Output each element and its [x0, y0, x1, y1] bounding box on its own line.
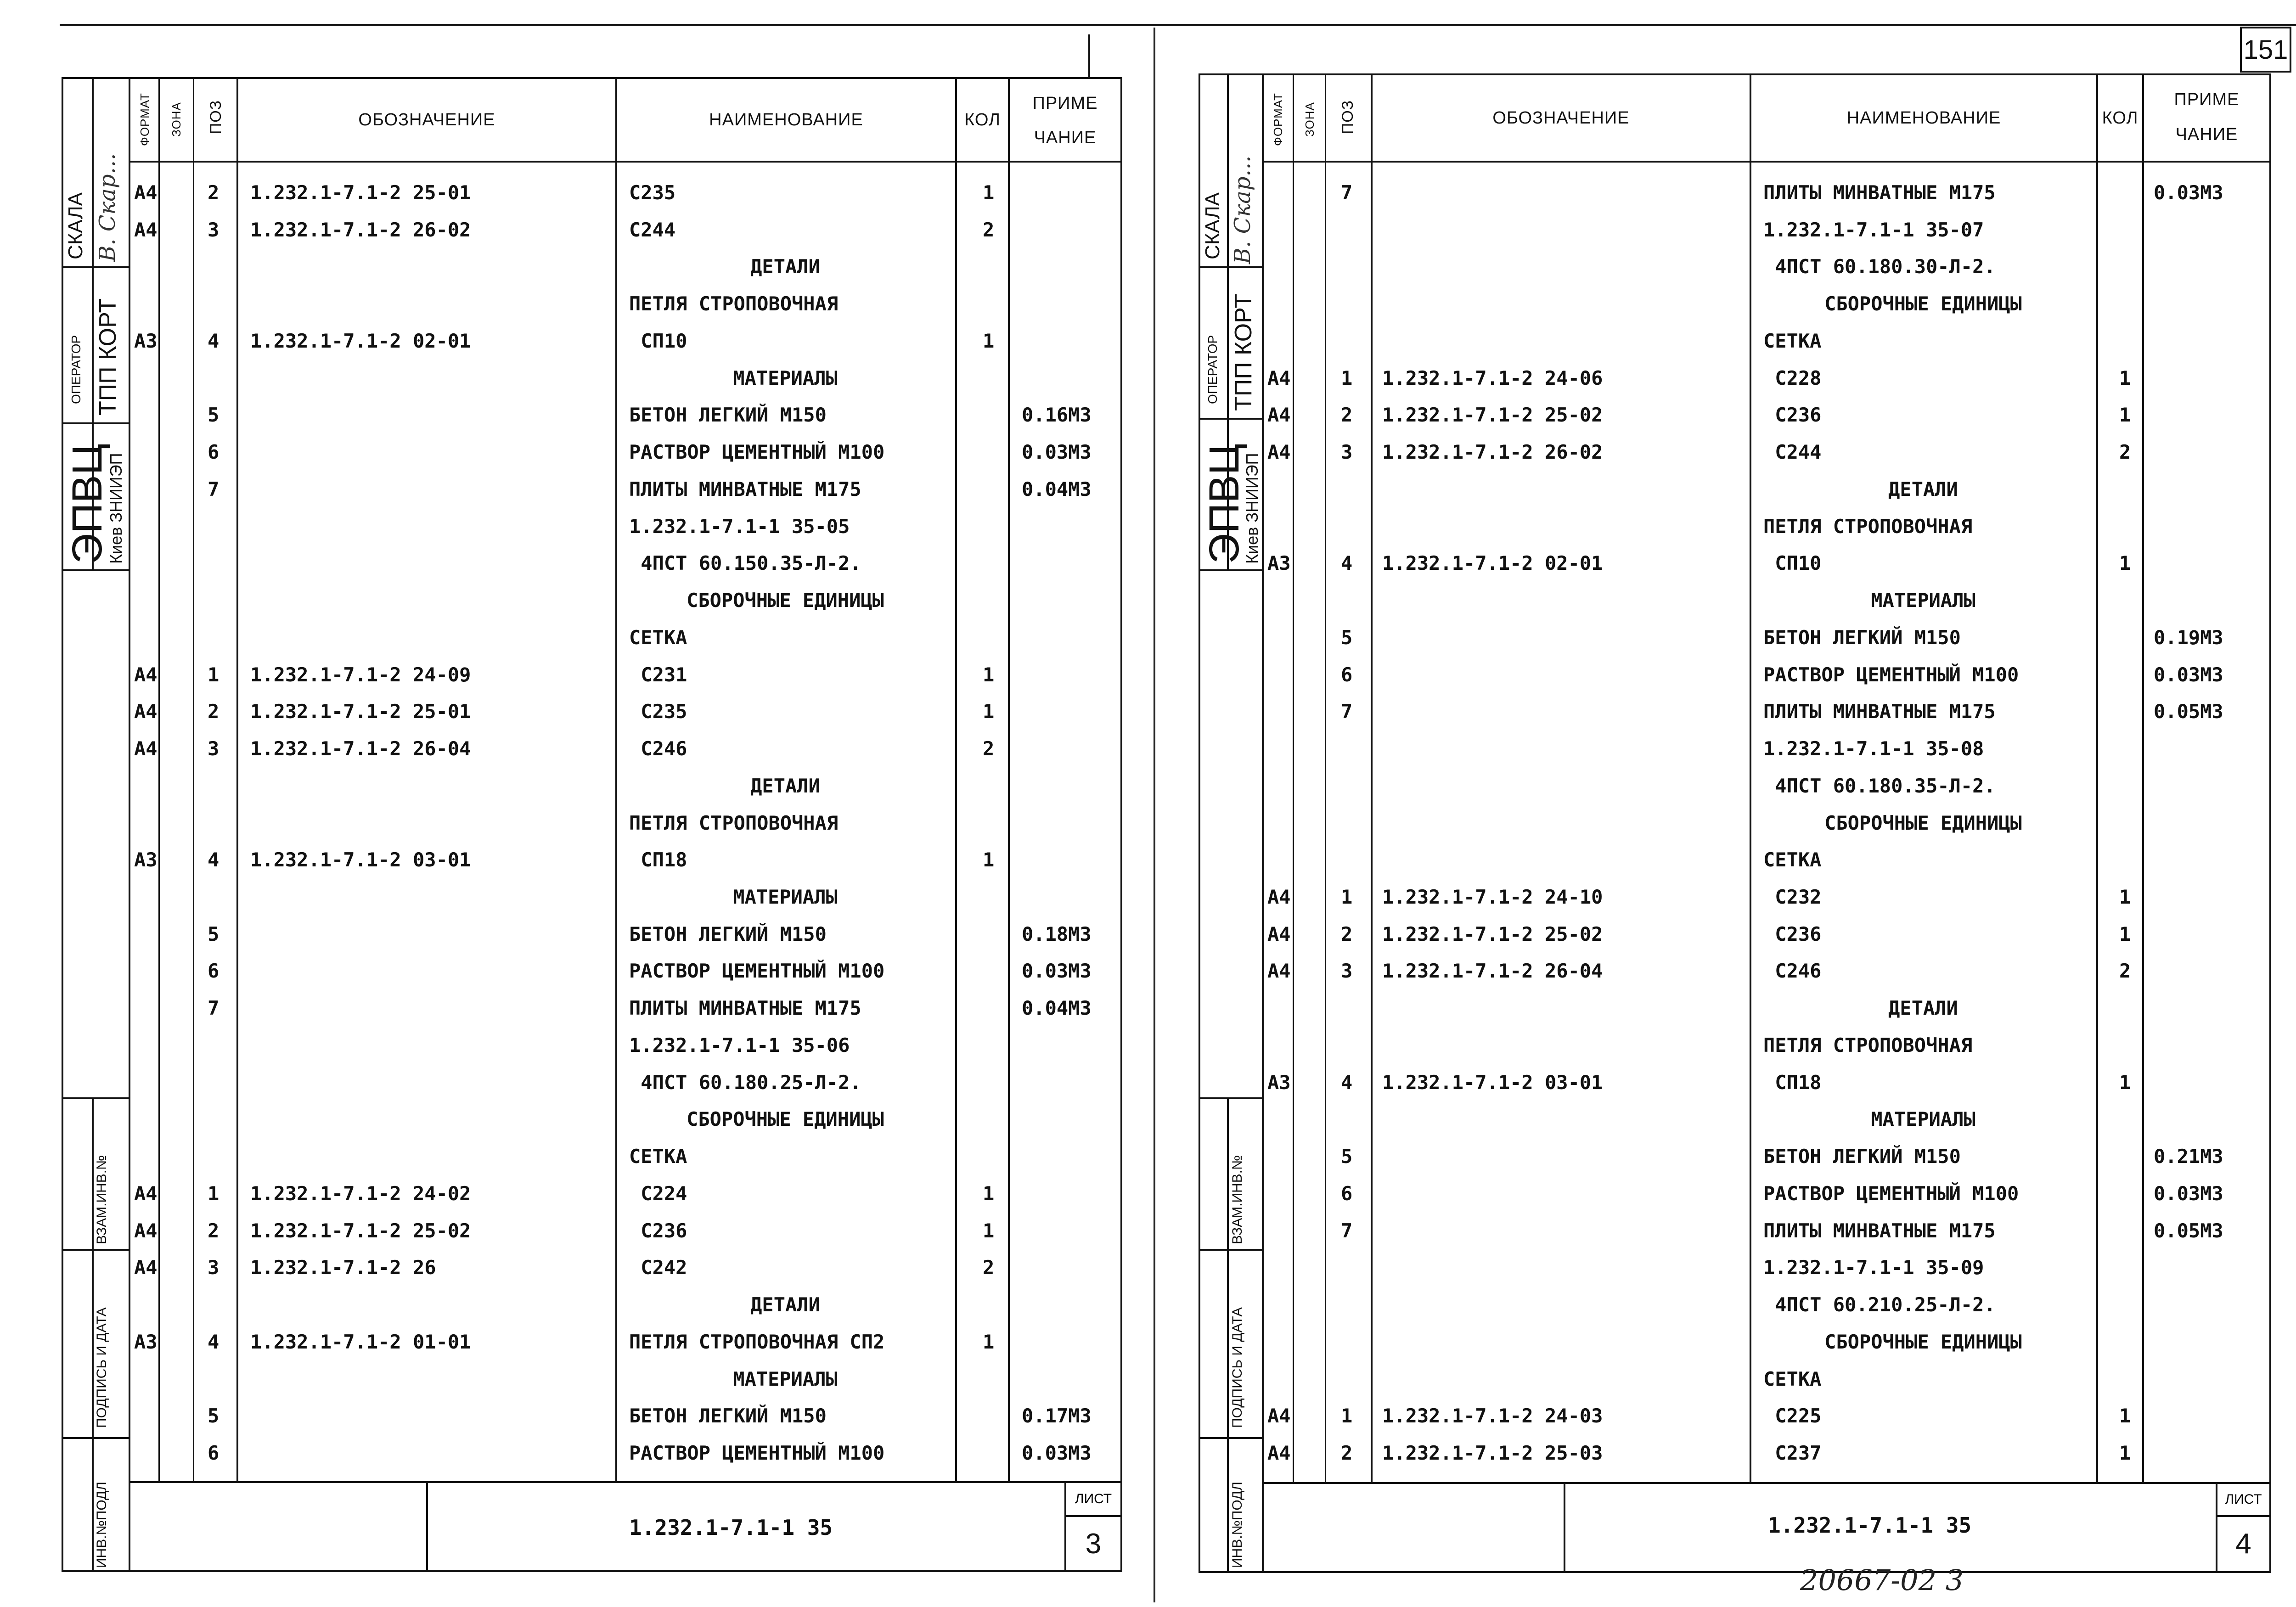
row-7-note: 0.03М3: [1022, 441, 1092, 463]
row-1-name: 1.232.1-7.1-1 35-07: [1763, 219, 1984, 241]
row-8-pos: 7: [208, 478, 219, 500]
row-34-name: С237: [1763, 1442, 1822, 1464]
row-0-name: ПЛИТЫ МИНВАТНЫЕ М175: [1763, 181, 1996, 204]
row-24-des: 1.232.1-7.1-2 03-01: [1382, 1071, 1603, 1094]
row-33-name: БЕТОН ЛЕГКИЙ М150: [629, 1405, 827, 1427]
row-12-pos: 5: [1341, 626, 1353, 649]
row-12-note: 0.19М3: [2154, 626, 2223, 649]
bottom-handwritten-number: 20667-02 3: [1800, 1563, 1964, 1597]
row-26-name: СЕТКА: [629, 1145, 687, 1168]
stamp-sheet-number: 3: [1085, 1528, 1102, 1560]
row-33-note: 0.17М3: [1022, 1405, 1092, 1427]
row-0-pos: 2: [208, 181, 219, 204]
col-header-qty: КОЛ: [964, 110, 1001, 129]
row-34-pos: 2: [1341, 1442, 1353, 1464]
row-33-qty: 1: [2119, 1405, 2131, 1427]
row-10-fmt: А3: [1267, 552, 1291, 574]
row-21-pos: 6: [208, 960, 219, 982]
stamp-list-label-r: ЛИСТ: [2225, 1492, 2262, 1507]
row-34-qty: 1: [2119, 1442, 2131, 1464]
row-0-fmt: А4: [134, 181, 158, 204]
side-operator-name-r: ТПП КОРТ: [1230, 293, 1257, 411]
col-header-format: ФОРМАТ: [137, 93, 152, 146]
row-29-des: 1.232.1-7.1-2 26: [250, 1256, 436, 1279]
row-20-pos: 2: [1341, 923, 1353, 945]
stamp-list-label: ЛИСТ: [1075, 1491, 1112, 1506]
side-vzam-label-r: ВЗАМ.ИНВ.№: [1230, 1155, 1245, 1244]
row-16-name: 4ПСТ 60.180.35-Л-2.: [1763, 775, 1996, 797]
row-7-name: С244: [1763, 441, 1822, 463]
row-10-qty: 1: [2119, 552, 2131, 574]
side-org-name: ЭПВЦ: [64, 444, 111, 564]
row-31-des: 1.232.1-7.1-2 01-01: [250, 1331, 471, 1353]
row-11-name: МАТЕРИАЛЫ: [1871, 589, 1975, 612]
row-7-pos: 3: [1341, 441, 1353, 463]
col-header-format-r: ФОРМАТ: [1271, 93, 1285, 146]
row-29-pos: 3: [208, 1256, 219, 1279]
row-21-qty: 2: [2119, 960, 2131, 982]
row-27-name: С224: [629, 1182, 687, 1205]
row-7-name: РАСТВОР ЦЕМЕНТНЫЙ М100: [629, 441, 885, 463]
row-32-name: СЕТКА: [1763, 1368, 1822, 1390]
row-14-pos: 7: [1341, 700, 1353, 723]
row-20-pos: 5: [208, 923, 219, 945]
row-7-des: 1.232.1-7.1-2 26-02: [1382, 441, 1603, 463]
row-0-note: 0.03М3: [2154, 181, 2223, 204]
row-20-name: С236: [1763, 923, 1822, 945]
row-4-pos: 4: [208, 330, 219, 352]
row-34-note: 0.03М3: [1022, 1442, 1092, 1464]
col-header-zone-r: ЗОНА: [1302, 102, 1317, 137]
row-26-name: БЕТОН ЛЕГКИЙ М150: [1763, 1145, 1961, 1168]
row-18-pos: 4: [208, 848, 219, 871]
row-14-name: С235: [629, 700, 687, 723]
col-header-qty-r: КОЛ: [2102, 108, 2138, 128]
row-24-name: 4ПСТ 60.180.25-Л-2.: [629, 1071, 861, 1094]
row-6-des: 1.232.1-7.1-2 25-02: [1382, 404, 1603, 426]
row-13-qty: 1: [983, 663, 995, 686]
row-29-fmt: А4: [134, 1256, 158, 1279]
col-header-designation: ОБОЗНАЧЕНИЕ: [358, 110, 495, 129]
row-34-fmt: А4: [1267, 1442, 1291, 1464]
side-invpodl-label: ИНВ.№ПОДЛ: [94, 1482, 109, 1568]
row-34-name: РАСТВОР ЦЕМЕНТНЫЙ М100: [629, 1442, 885, 1464]
row-13-name: РАСТВОР ЦЕМЕНТНЫЙ М100: [1763, 663, 2019, 686]
row-7-pos: 6: [208, 441, 219, 463]
row-19-name: МАТЕРИАЛЫ: [733, 886, 838, 908]
row-20-qty: 1: [2119, 923, 2131, 945]
row-14-note: 0.05М3: [2154, 700, 2223, 723]
side-podpis-label-r: ПОДПИСЬ И ДАТА: [1230, 1307, 1245, 1428]
row-6-name: БЕТОН ЛЕГКИЙ М150: [629, 404, 827, 426]
row-13-name: С231: [629, 663, 687, 686]
row-15-fmt: А4: [134, 737, 158, 760]
row-10-pos: 4: [1341, 552, 1353, 574]
row-26-pos: 5: [1341, 1145, 1353, 1168]
row-34-pos: 6: [208, 1442, 219, 1464]
row-10-name: 4ПСТ 60.150.35-Л-2.: [629, 552, 861, 574]
row-7-qty: 2: [2119, 441, 2131, 463]
row-28-note: 0.05М3: [2154, 1219, 2223, 1242]
row-1-qty: 2: [983, 219, 995, 241]
row-25-name: СБОРОЧНЫЕ ЕДИНИЦЫ: [687, 1108, 884, 1130]
row-17-name: ПЕТЛЯ СТРОПОВОЧНАЯ: [629, 812, 838, 834]
row-3-name: ПЕТЛЯ СТРОПОВОЧНАЯ: [629, 292, 838, 315]
row-33-name: С225: [1763, 1405, 1822, 1427]
stamp-sheet-number-r: 4: [2235, 1528, 2251, 1560]
row-10-des: 1.232.1-7.1-2 02-01: [1382, 552, 1603, 574]
row-1-fmt: А4: [134, 219, 158, 241]
col-header-note-1: ПРИМЕ: [1032, 93, 1098, 113]
row-28-pos: 7: [1341, 1219, 1353, 1242]
row-6-fmt: А4: [1267, 404, 1291, 426]
side-podpis-label: ПОДПИСЬ И ДАТА: [94, 1307, 109, 1428]
row-5-name: С228: [1763, 367, 1822, 389]
row-29-name: С242: [629, 1256, 687, 1279]
row-27-qty: 1: [983, 1182, 995, 1205]
row-9-name: ПЕТЛЯ СТРОПОВОЧНАЯ: [1763, 515, 1973, 538]
col-header-note-1-r: ПРИМЕ: [2174, 90, 2240, 109]
row-14-fmt: А4: [134, 700, 158, 723]
row-18-name: СП18: [629, 848, 687, 871]
row-33-fmt: А4: [1267, 1405, 1291, 1427]
row-27-note: 0.03М3: [2154, 1182, 2223, 1205]
row-19-qty: 1: [2119, 886, 2131, 908]
row-4-name: СЕТКА: [1763, 330, 1822, 352]
row-4-name: СП10: [629, 330, 687, 352]
row-14-des: 1.232.1-7.1-2 25-01: [250, 700, 471, 723]
row-20-note: 0.18М3: [1022, 923, 1092, 945]
row-13-fmt: А4: [134, 663, 158, 686]
row-23-name: ПЕТЛЯ СТРОПОВОЧНАЯ: [1763, 1034, 1973, 1056]
row-31-pos: 4: [208, 1331, 219, 1353]
row-1-name: С244: [629, 219, 676, 241]
row-31-fmt: А3: [134, 1331, 158, 1353]
side-org-sub: Киев ЗНИИЭП: [107, 453, 125, 564]
side-operator-name: ТПП КОРТ: [95, 298, 121, 416]
col-header-pos: ПОЗ: [207, 100, 225, 135]
row-21-name: С246: [1763, 960, 1822, 982]
row-3-name: СБОРОЧНЫЕ ЕДИНИЦЫ: [1824, 292, 2022, 315]
row-28-name: ПЛИТЫ МИНВАТНЫЕ М175: [1763, 1219, 1996, 1242]
row-18-des: 1.232.1-7.1-2 03-01: [250, 848, 471, 871]
row-20-name: БЕТОН ЛЕГКИЙ М150: [629, 923, 827, 945]
row-28-des: 1.232.1-7.1-2 25-02: [250, 1219, 471, 1242]
row-4-fmt: А3: [134, 330, 158, 352]
row-13-des: 1.232.1-7.1-2 24-09: [250, 663, 471, 686]
row-14-qty: 1: [983, 700, 995, 723]
side-operator-label-r: ОПЕРАТОР: [1205, 335, 1220, 404]
row-5-des: 1.232.1-7.1-2 24-06: [1382, 367, 1603, 389]
row-19-des: 1.232.1-7.1-2 24-10: [1382, 886, 1603, 908]
center-fold-line: [1154, 28, 1155, 1602]
row-4-des: 1.232.1-7.1-2 02-01: [250, 330, 471, 352]
row-34-des: 1.232.1-7.1-2 25-03: [1382, 1442, 1603, 1464]
row-15-name: 1.232.1-7.1-1 35-08: [1763, 737, 1984, 760]
row-27-name: РАСТВОР ЦЕМЕНТНЫЙ М100: [1763, 1182, 2019, 1205]
row-16-name: ДЕТАЛИ: [750, 775, 820, 797]
row-20-fmt: А4: [1267, 923, 1291, 945]
col-header-note-2-r: ЧАНИЕ: [2175, 124, 2238, 144]
row-30-name: ДЕТАЛИ: [750, 1293, 820, 1316]
row-18-name: СЕТКА: [1763, 848, 1822, 871]
row-14-name: ПЛИТЫ МИНВАТНЫЕ М175: [1763, 700, 1996, 723]
row-24-pos: 4: [1341, 1071, 1353, 1094]
row-15-pos: 3: [208, 737, 219, 760]
side-org-name-r: ЭПВЦ: [1201, 444, 1248, 564]
row-22-note: 0.04М3: [1022, 997, 1092, 1019]
col-header-name-r: НАИМЕНОВАНИЕ: [1846, 108, 2001, 128]
side-skala-signature-r: В. Скар...: [1230, 155, 1255, 264]
row-7-fmt: А4: [1267, 441, 1291, 463]
row-21-name: РАСТВОР ЦЕМЕНТНЫЙ М100: [629, 960, 885, 982]
row-29-name: 1.232.1-7.1-1 35-09: [1763, 1256, 1984, 1279]
side-skala-label: СКАЛА: [64, 192, 87, 259]
row-27-des: 1.232.1-7.1-2 24-02: [250, 1182, 471, 1205]
row-31-qty: 1: [983, 1331, 995, 1353]
row-25-name: МАТЕРИАЛЫ: [1871, 1108, 1975, 1130]
col-header-zone: ЗОНА: [169, 102, 183, 137]
row-6-note: 0.16М3: [1022, 404, 1092, 426]
row-12-name: БЕТОН ЛЕГКИЙ М150: [1763, 626, 1961, 649]
row-8-note: 0.04М3: [1022, 478, 1092, 500]
row-33-pos: 1: [1341, 1405, 1353, 1427]
row-32-name: МАТЕРИАЛЫ: [733, 1368, 838, 1390]
row-23-name: 1.232.1-7.1-1 35-06: [629, 1034, 850, 1056]
side-org-sub-r: Киев ЗНИИЭП: [1243, 453, 1261, 564]
row-31-name: СБОРОЧНЫЕ ЕДИНИЦЫ: [1824, 1331, 2022, 1353]
row-33-des: 1.232.1-7.1-2 24-03: [1382, 1405, 1603, 1427]
row-21-fmt: А4: [1267, 960, 1291, 982]
col-header-name: НАИМЕНОВАНИЕ: [709, 110, 863, 129]
row-1-des: 1.232.1-7.1-2 26-02: [250, 219, 471, 241]
row-21-des: 1.232.1-7.1-2 26-04: [1382, 960, 1603, 982]
row-31-name: ПЕТЛЯ СТРОПОВОЧНАЯ СП2: [629, 1331, 885, 1353]
center-tick-line: [1088, 34, 1090, 78]
row-5-fmt: А4: [1267, 367, 1291, 389]
row-27-pos: 1: [208, 1182, 219, 1205]
row-27-fmt: А4: [134, 1182, 158, 1205]
row-13-pos: 1: [208, 663, 219, 686]
row-0-qty: 1: [983, 181, 995, 204]
row-15-name: С246: [629, 737, 687, 760]
row-28-fmt: А4: [134, 1219, 158, 1242]
row-0-des: 1.232.1-7.1-2 25-01: [250, 181, 471, 204]
row-28-name: С236: [629, 1219, 687, 1242]
page-number-top: 151: [2240, 27, 2291, 73]
row-11-name: СБОРОЧНЫЕ ЕДИНИЦЫ: [687, 589, 884, 612]
side-operator-label: ОПЕРАТОР: [69, 335, 83, 404]
row-30-name: 4ПСТ 60.210.25-Л-2.: [1763, 1293, 1996, 1316]
row-27-pos: 6: [1341, 1182, 1353, 1205]
top-border-line: [60, 24, 2296, 26]
row-28-pos: 2: [208, 1219, 219, 1242]
row-6-pos: 5: [208, 404, 219, 426]
side-skala-label-r: СКАЛА: [1201, 192, 1224, 259]
row-4-qty: 1: [983, 330, 995, 352]
row-26-note: 0.21М3: [2154, 1145, 2223, 1168]
row-5-name: МАТЕРИАЛЫ: [733, 367, 838, 389]
row-2-name: ДЕТАЛИ: [750, 255, 820, 278]
row-19-name: С232: [1763, 886, 1822, 908]
row-20-des: 1.232.1-7.1-2 25-02: [1382, 923, 1603, 945]
col-header-designation-r: ОБОЗНАЧЕНИЕ: [1492, 108, 1630, 128]
row-18-fmt: А3: [134, 848, 158, 871]
row-5-pos: 1: [1341, 367, 1353, 389]
row-17-name: СБОРОЧНЫЕ ЕДИНИЦЫ: [1824, 812, 2022, 834]
row-6-qty: 1: [2119, 404, 2131, 426]
row-6-name: С236: [1763, 404, 1822, 426]
row-1-pos: 3: [208, 219, 219, 241]
row-13-note: 0.03М3: [2154, 663, 2223, 686]
row-22-pos: 7: [208, 997, 219, 1019]
row-33-pos: 5: [208, 1405, 219, 1427]
row-10-name: СП10: [1763, 552, 1822, 574]
row-6-pos: 2: [1341, 404, 1353, 426]
row-21-note: 0.03М3: [1022, 960, 1092, 982]
stamp-doc-code-r: 1.232.1-7.1-1 35: [1768, 1513, 1972, 1538]
row-0-name: С235: [629, 181, 676, 204]
row-28-qty: 1: [983, 1219, 995, 1242]
row-24-qty: 1: [2119, 1071, 2131, 1094]
row-24-name: СП18: [1763, 1071, 1822, 1094]
row-22-name: ПЛИТЫ МИНВАТНЫЕ М175: [629, 997, 861, 1019]
row-18-qty: 1: [983, 848, 995, 871]
row-12-name: СЕТКА: [629, 626, 687, 649]
row-2-name: 4ПСТ 60.180.30-Л-2.: [1763, 255, 1996, 278]
row-15-des: 1.232.1-7.1-2 26-04: [250, 737, 471, 760]
row-14-pos: 2: [208, 700, 219, 723]
side-invpodl-label-r: ИНВ.№ПОДЛ: [1230, 1482, 1245, 1568]
row-22-name: ДЕТАЛИ: [1888, 997, 1958, 1019]
col-header-note-2: ЧАНИЕ: [1034, 128, 1097, 147]
row-13-pos: 6: [1341, 663, 1353, 686]
row-19-fmt: А4: [1267, 886, 1291, 908]
row-21-pos: 3: [1341, 960, 1353, 982]
row-24-fmt: А3: [1267, 1071, 1291, 1094]
row-15-qty: 2: [983, 737, 995, 760]
side-skala-signature: В. Скар...: [95, 153, 120, 262]
row-19-pos: 1: [1341, 886, 1353, 908]
col-header-pos-r: ПОЗ: [1339, 100, 1356, 135]
row-0-pos: 7: [1341, 181, 1353, 204]
row-29-qty: 2: [983, 1256, 995, 1279]
stamp-doc-code: 1.232.1-7.1-1 35: [629, 1515, 833, 1540]
side-vzam-label: ВЗАМ.ИНВ.№: [94, 1155, 109, 1244]
row-5-qty: 1: [2119, 367, 2131, 389]
row-8-name: ПЛИТЫ МИНВАТНЫЕ М175: [629, 478, 861, 500]
row-8-name: ДЕТАЛИ: [1888, 478, 1958, 500]
row-9-name: 1.232.1-7.1-1 35-05: [629, 515, 850, 538]
